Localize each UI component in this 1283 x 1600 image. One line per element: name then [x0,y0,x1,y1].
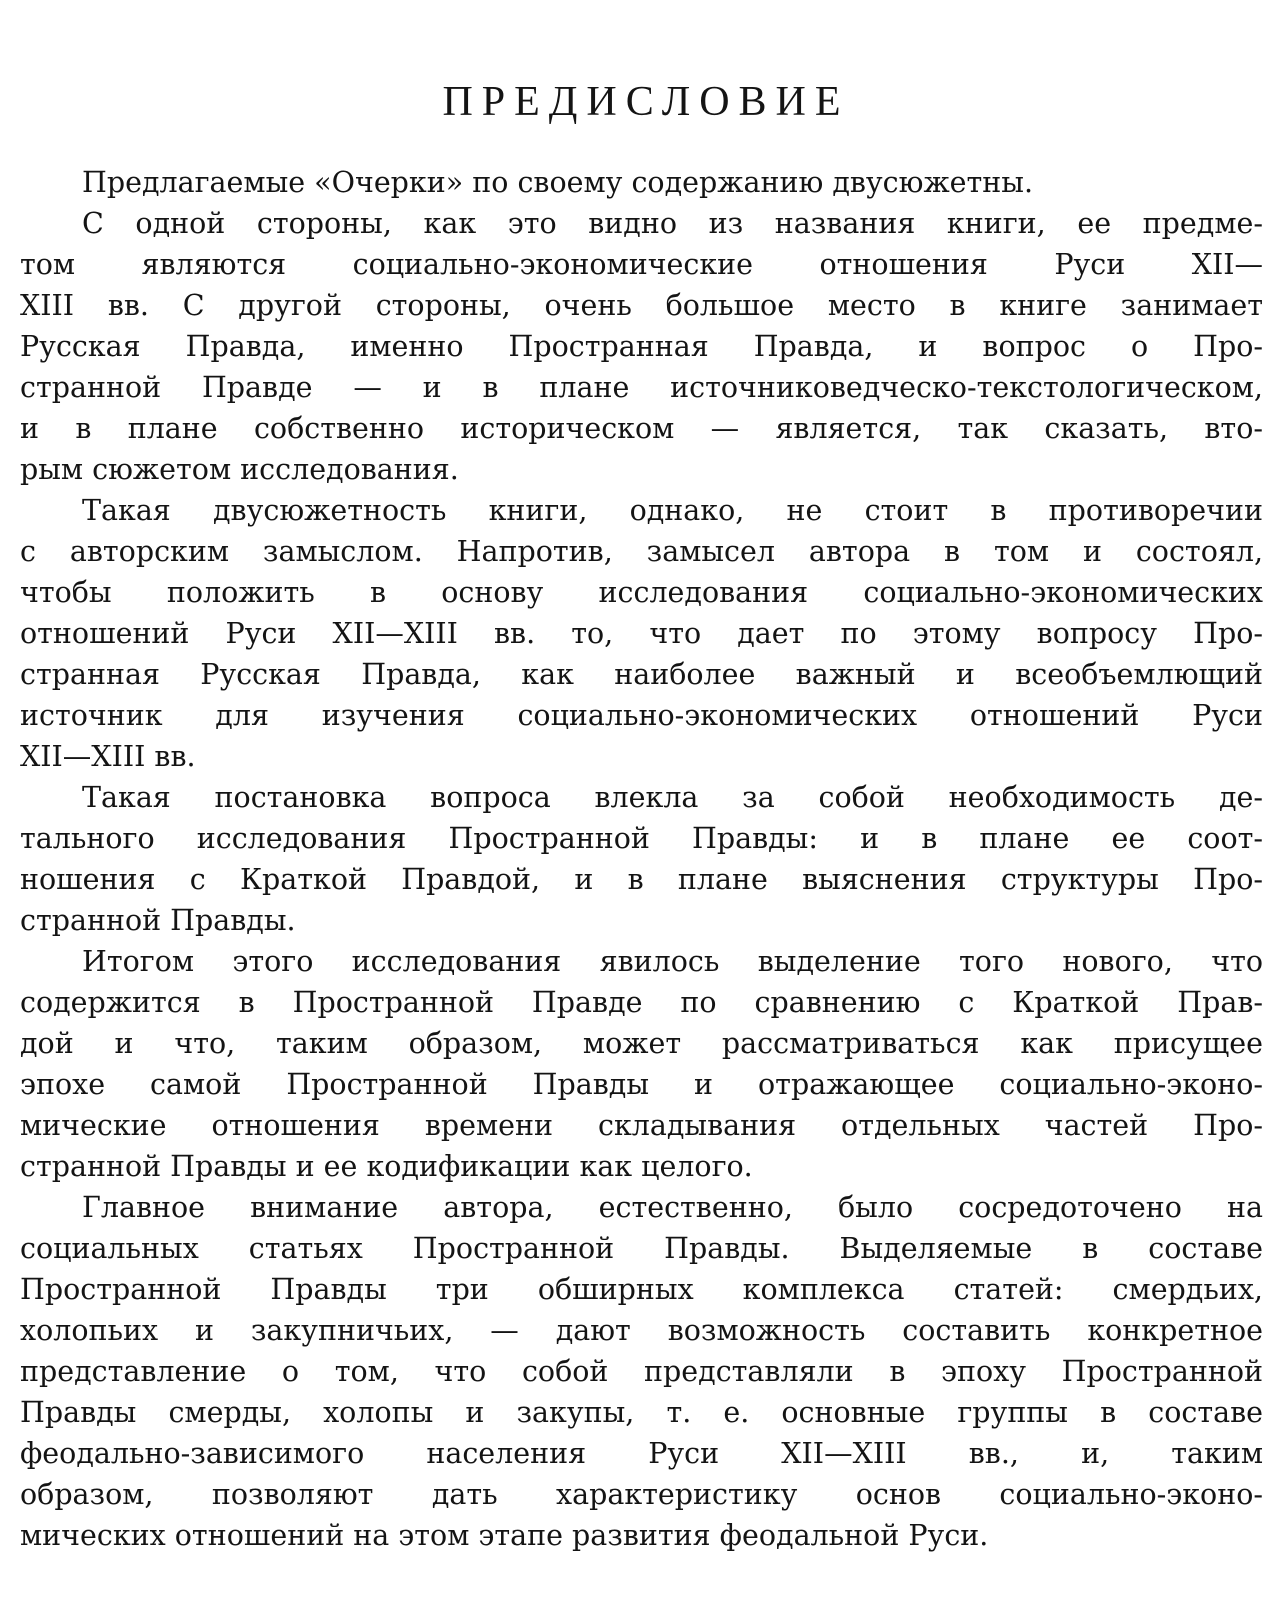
paragraph [20,162,1263,203]
text-line: странной Правде — и в плане источниковедческо-текстологическом, [20,371,1263,404]
text-line: странной Правды. [20,904,296,937]
text-line: и в плане собственно историческом — является, так сказать, вто- [20,412,1263,445]
paragraph [20,1187,1263,1556]
paragraph [20,203,1263,490]
text-line: ношения с Краткой Правдой, и в плане выяснения структуры Про- [20,863,1263,896]
text-line: мических отношений на этом этапе развития феодальной Руси. [20,1519,989,1552]
text-line: с авторским замыслом. Напротив, замысел автора в том и состоял, [20,535,1263,568]
text-line: Русская Правда, именно Пространная Правда, и вопрос о Про- [20,330,1263,363]
text-line: том являются социально-экономические отношения Руси XII— [20,248,1263,281]
text-line: Такая постановка вопроса влекла за собой необходимость де- [82,781,1263,814]
text-line: образом, позволяют дать характеристику основ социально-эконо- [20,1478,1263,1511]
text-line: дой и что, таким образом, может рассматриваться как присущее [20,1027,1263,1060]
text-line: XII—XIII вв. [20,740,196,773]
paragraph [20,777,1263,941]
text-line: С одной стороны, как это видно из названия книги, ее предме- [82,207,1263,240]
text-line: Главное внимание автора, естественно, было сосредоточено на [82,1191,1263,1224]
paragraph [20,941,1263,1187]
text-line: источник для изучения социально-экономических отношений Руси [20,699,1263,732]
text-line: тального исследования Пространной Правды: и в плане ее соот- [20,822,1263,855]
text-line: странной Правды и ее кодификации как целого. [20,1150,753,1183]
text-line: социальных статьях Пространной Правды. Выделяемые в составе [20,1232,1263,1265]
paragraph [20,490,1263,777]
text-line: Правды смерды, холопы и закупы, т. е. основные группы в составе [20,1396,1263,1429]
text-line: XIII вв. С другой стороны, очень большое место в книге занимает [20,289,1263,322]
text-line: эпохе самой Пространной Правды и отражающее социально-эконо- [20,1068,1263,1101]
text-line: рым сюжетом исследования. [20,453,459,486]
text-line: Итогом этого исследования явилось выделение того нового, что [82,945,1263,978]
text-line: Пространной Правды три обширных комплекса статей: смердьих, [20,1273,1263,1306]
text-line: странная Русская Правда, как наиболее важный и всеобъемлющий [20,658,1263,691]
text-line: холопьих и закупничьих, — дают возможность составить конкретное [20,1314,1263,1347]
text-line: мические отношения времени складывания отдельных частей Про- [20,1109,1263,1142]
body-text [20,162,1263,1556]
text-line: Предлагаемые «Очерки» по своему содержанию двусюжетны. [82,166,1034,199]
text-line: Такая двусюжетность книги, однако, не стоит в противоречии [82,494,1263,527]
document-page [20,0,1263,1600]
text-line: отношений Руси XII—XIII вв. то, что дает по этому вопросу Про- [20,617,1263,650]
text-line: представление о том, что собой представляли в эпоху Пространной [20,1355,1263,1388]
text-line: феодально-зависимого населения Руси XII—XIII вв., и, таким [20,1437,1263,1470]
page-title: ПРЕДИСЛОВИЕ [442,79,850,125]
text-line: чтобы положить в основу исследования социально-экономических [20,576,1263,609]
text-line: содержится в Пространной Правде по сравнению с Краткой Прав- [20,986,1263,1019]
